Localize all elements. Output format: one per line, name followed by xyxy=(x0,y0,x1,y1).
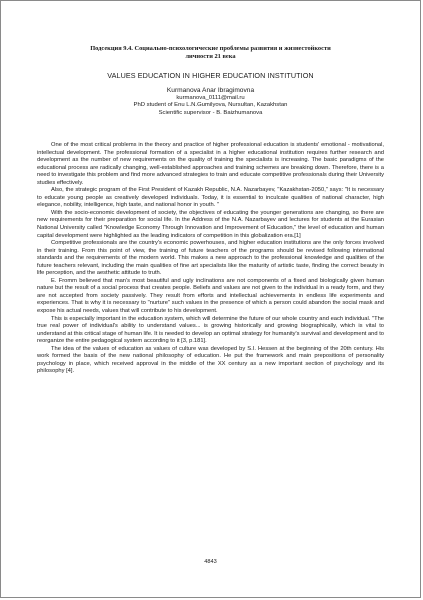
scientific-supervisor: Scientific supervisor - B. Baizhumanova xyxy=(158,109,263,116)
paragraph: One of the most critical problems in the theory and practice of higher professional education is students' emotional - motivational, intellectual development. The professional formation of a specialist in a higher educational institution requires further research and development as the number of new requirements on the quality of training the specialists is increasing. The basic paradigms of the educational process are radically changing, well-established approaches and training schemes are breaking down. Therefore, there is a need to investigate this problem and find more advanced strategies to train and educate competitive professionals during their University studies effectively. xyxy=(37,142,384,186)
paragraph: Competitive professionals are the country's economic powerhouses, and higher education institutions are the only forces involved in their training. From this point of view, the training of future teachers of the programs should be revised following international standards and the requirements of the modern world. This makes a new approach to the professional knowledge and qualities of the future teachers relevant, including the main qualities of fine art specialists like the maturity of artistic taste, finding the correct beauty in life perception, and the aesthetic attitude to truth. xyxy=(37,240,384,277)
paragraph: This is especially important in the education system, which will determine the future of our whole country and each individual. "The true real power of individual's ability to understand values... is growing historically and growing biographically, which is vital to understand at this critical stage of human life. It is needed to develop an optimal strategy for humanity's survival and development and to reorganize the entire pedagogical system according to it [3, p.181]. xyxy=(37,315,384,345)
article-title: VALUES EDUCATION IN HIGHER EDUCATION INSTITUTION xyxy=(107,71,314,80)
author-name: Kurmanova Anar Ibragimovna xyxy=(166,87,255,94)
author-block xyxy=(31,87,390,117)
section-heading-line-1: Подсекция 9.4. Социально-психологические проблемы развития и жизнестойкости xyxy=(90,45,331,52)
paragraph: Also, the strategic program of the First President of Kazakh Republic, N.A. Nazarbayev, "Kazakhstan-2050," says: "It is necessary to educate young people as creatively developed individuals. Today, it is essential to inculcate qualities of national character, high elegance, nobility, intelligence, high taste, and national honor in youth. " xyxy=(37,187,384,209)
author-affiliation: PhD student of Enu L.N.Gumilyova, Nursultan, Kazakhstan xyxy=(133,102,288,109)
section-heading-line-2: личности 21 века xyxy=(185,53,236,61)
paragraph: E. Fromm believed that man's most beautiful and ugly inclinations are not components of a fixed and biologically given human nature but the result of a social process that creates people. Beliefs and values are not given to the individual in a ready form, and they are not accepted from society passively. They result from efforts and intellectual achievements in endless life experiments and experiences. That is why it is necessary to "nurture" such values in the presence of which a person could abandon the social mask and expose his actual needs, values that will contribute to his development. xyxy=(37,277,384,315)
author-email: kurmanova_0111@mail.ru xyxy=(176,94,245,101)
paragraph: The idea of the values of education as values of culture was developed by S.I. Hessen at the beginning of the 20th century. His work formed the basis of the new national philosophy of education. He put the framework and main prepositions of personality psychology in place, which received approval in the middle of the XX century as a new important section of psychology and its philosophy [4]. xyxy=(37,345,384,375)
article-body xyxy=(37,142,384,376)
paragraph: With the socio-economic development of society, the objectives of educating the younger generations are changing, so there are new requirements for their preparation for social life. In the Address of the N.A. Nazarbayev and lectures for students at the Eurasian National University called "Knowledge Economy Through Innovation and Improvement of Education," the level of education and human capital development were highlighted as the leading indicators of competition in this globalization era.[1] xyxy=(37,209,384,239)
page-number: 4843 xyxy=(204,559,217,565)
section-heading xyxy=(41,45,380,61)
